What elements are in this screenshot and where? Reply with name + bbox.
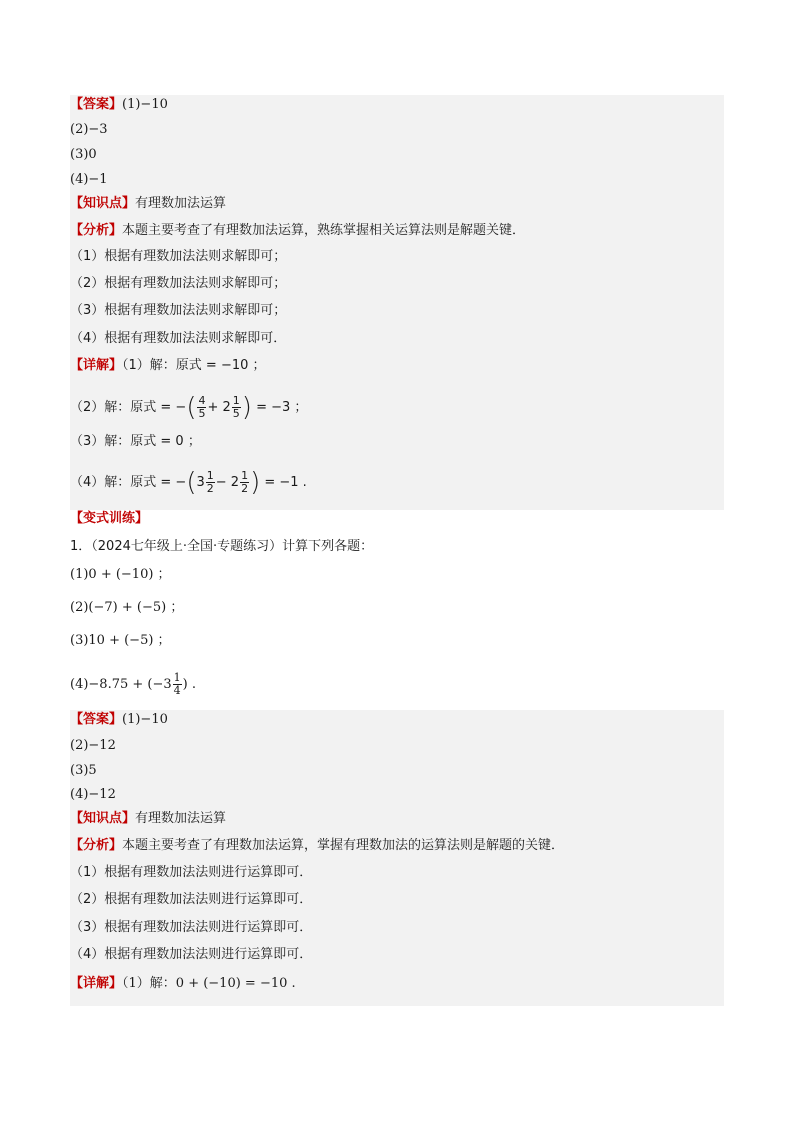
detail-1-text: （1）解：0 + (−10) = −10 . — [122, 976, 296, 991]
answer-value: (1)−10 — [122, 97, 168, 112]
detail-4-result: = −1 . — [264, 475, 307, 490]
fraction — [232, 395, 241, 420]
detail-line-4: （4）解：原式 = −(3 $\frac{1}{2}$ − 2 $\frac{1}{2}$ ) = −1 . — [70, 467, 307, 498]
question-4-suffix: ) . — [182, 677, 196, 692]
solution-block-2 — [70, 710, 724, 1006]
analysis-line — [70, 221, 525, 241]
variant-title: 【变式训练】 — [70, 511, 149, 526]
fraction — [197, 395, 206, 420]
answer-line-2: (2)−3 — [70, 122, 108, 137]
fraction-denominator: 5 — [232, 407, 240, 420]
knowledge-tag: 【知识点】 — [70, 196, 136, 211]
fraction-denominator: 5 — [198, 407, 206, 420]
answer-tag: 【答案】 — [70, 97, 123, 112]
detail-line-1 — [70, 356, 266, 376]
detail-tag: 【详解】 — [70, 976, 123, 991]
knowledge-line — [70, 194, 226, 214]
fraction-numerator: 1 — [173, 671, 181, 684]
fraction — [173, 672, 182, 697]
detail-4-minus: − 2 — [215, 475, 240, 490]
question-2: (2)(−7) + (−5) ； — [70, 600, 184, 615]
fraction-denominator: 2 — [241, 482, 249, 495]
answer-tag: 【答案】 — [70, 712, 123, 727]
answer-line-3: (3)0 — [70, 147, 97, 162]
knowledge-text: 有理数加法运算 — [135, 196, 227, 211]
knowledge-line — [70, 809, 226, 829]
analysis-text: 本题主要考查了有理数加法运算，掌握有理数加法的运算法则是解题的关键． — [122, 838, 565, 853]
fraction-numerator: 1 — [241, 469, 249, 482]
analysis-item: （3）根据有理数加法法则进行运算即可． — [70, 920, 313, 935]
answer-line-4: (4)−12 — [70, 787, 116, 802]
detail-line-3: （3）解：原式 = 0 ； — [70, 434, 201, 449]
analysis-item: （2）根据有理数加法法则进行运算即可． — [70, 892, 313, 907]
analysis-item: （4）根据有理数加法法则求解即可． — [70, 331, 287, 346]
detail-2-prefix: （2）解：原式 = − — [70, 400, 187, 415]
detail-2-plus: + 2 — [207, 400, 231, 415]
fraction-numerator: 1 — [206, 469, 214, 482]
question-3: (3)10 + (−5) ； — [70, 633, 171, 648]
analysis-line — [70, 836, 564, 856]
question-intro: 1．（2024七年级上·全国·专题练习）计算下列各题： — [70, 539, 374, 554]
detail-4-prefix: （4）解：原式 = − — [70, 475, 187, 490]
answer-value: (1)−10 — [122, 712, 168, 727]
question-4-prefix: (4)−8.75 + (−3 — [70, 677, 172, 692]
knowledge-text: 有理数加法运算 — [135, 811, 227, 826]
fraction — [240, 470, 249, 495]
solution-block-1 — [70, 95, 724, 510]
detail-4-whole1: 3 — [196, 475, 205, 490]
fraction — [206, 470, 215, 495]
answer-line-2: (2)−12 — [70, 738, 116, 753]
detail-line-2: （2）解：原式 = −( $\frac{4}{5}$ + 2 $\frac{1}{5}$ ) = −3 ； — [70, 392, 308, 423]
detail-tag: 【详解】 — [70, 358, 123, 373]
analysis-item: （1）根据有理数加法法则求解即可； — [70, 249, 287, 264]
detail-line-1 — [70, 974, 296, 994]
question-4 — [70, 672, 196, 697]
fraction-numerator: 4 — [198, 394, 206, 407]
question-1: (1)0 + (−10) ； — [70, 567, 171, 582]
detail-2-result: = −3 ； — [256, 400, 308, 415]
fraction-denominator: 4 — [173, 684, 181, 697]
answer-line-1 — [70, 710, 168, 730]
analysis-item: （2）根据有理数加法法则求解即可； — [70, 276, 287, 291]
fraction-denominator: 2 — [206, 482, 214, 495]
answer-line-4: (4)−1 — [70, 172, 108, 187]
detail-1-text: （1）解：原式 = −10 ； — [122, 358, 266, 373]
knowledge-tag: 【知识点】 — [70, 811, 136, 826]
analysis-item: （3）根据有理数加法法则求解即可； — [70, 303, 287, 318]
analysis-item: （4）根据有理数加法法则进行运算即可． — [70, 947, 313, 962]
fraction-numerator: 1 — [232, 394, 240, 407]
analysis-item: （1）根据有理数加法法则进行运算即可． — [70, 865, 313, 880]
analysis-text: 本题主要考查了有理数加法运算，熟练掌握相关运算法则是解题关键． — [122, 223, 526, 238]
analysis-tag: 【分析】 — [70, 838, 123, 853]
answer-line-3: (3)5 — [70, 763, 97, 778]
answer-line-1 — [70, 95, 168, 115]
analysis-tag: 【分析】 — [70, 223, 123, 238]
